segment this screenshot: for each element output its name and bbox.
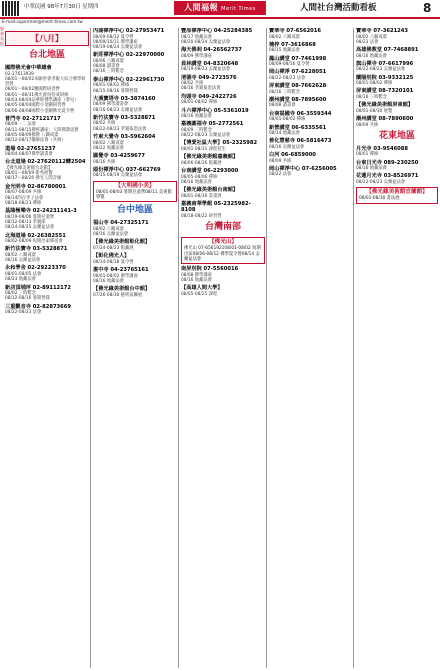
listing-name: 北海道場 02-26382551 — [5, 232, 66, 239]
masthead — [0, 0, 440, 19]
listing-line: 02-27613939 — [5, 71, 34, 77]
listing-entry — [93, 153, 177, 165]
listing-line: 08/12-08/16 暑期營隊 — [5, 296, 50, 302]
listing-line: 08/15-08/16 暑期營隊 — [93, 88, 138, 94]
listing-line: 08/18-08/22 研習營 — [181, 213, 222, 219]
listing-line: 08/01-08/31 課程招生 — [181, 146, 226, 152]
listing-line: 08/14四百孝子法會 — [5, 195, 44, 201]
listing-line: 08/01-08/02 佛學講座 — [93, 273, 138, 279]
listing-line: 08/05-08/06 禪修 — [181, 174, 218, 180]
listing-line: 08/09 佛學讀書會 — [93, 102, 129, 108]
listing-name: 台南講堂 06-2293000 — [181, 168, 239, 175]
listing-line: 08/14 地藏法會 — [269, 131, 300, 137]
listing-name: 內湖禪淨中心 02-27953471 — [93, 28, 165, 34]
column-divider — [353, 28, 354, 668]
listing-line: 08/06 八關戒齋 — [93, 58, 124, 64]
region-heading: 台中地區 — [116, 205, 153, 216]
listing-entry — [269, 56, 353, 68]
box-line: 08/01-08/02 短期出家 — [184, 246, 261, 257]
listing-entry — [356, 61, 438, 73]
listing-entry — [93, 28, 177, 50]
listing-name: 花蓮月光寺 03-8526971 — [356, 173, 419, 180]
listing-entry — [93, 239, 177, 251]
listing-line: 08/19-08/06 暑期兒童營 — [5, 214, 55, 220]
listing-name: 白河 06-6859000 — [269, 152, 316, 159]
box-title: 【佛光山】 — [209, 239, 237, 246]
listing-line: 08/01-08/05 法會 — [5, 271, 42, 277]
listing-name: 福山寺 04-27325171 — [93, 220, 149, 227]
column-3 — [181, 28, 265, 668]
listing-name: 楠梓 07-3616868 — [269, 41, 316, 48]
listing-name: 台北道場 02-27620112轉2504 — [5, 159, 86, 166]
region-heading: 台北地區 — [28, 50, 65, 60]
entry-list — [93, 28, 177, 179]
listing-line: 【佛光緣美術館台北館】 — [5, 165, 53, 171]
listing-line: 08/01-08/02 禪修 — [269, 117, 306, 123]
listing-line: 08/16 三時繫念 — [269, 89, 300, 95]
listing-name: 新營講堂 06-6335561 — [269, 124, 327, 131]
listing-line: 08/02 共修 — [93, 121, 116, 127]
listing-line: 08/01-08/30 展覽 — [356, 108, 393, 114]
listing-entry — [181, 94, 265, 106]
box-line: 08/01-08/30 書法展 — [359, 196, 400, 202]
listing-name: 三重觀音寺 02-82873669 — [5, 303, 71, 310]
listing-entry — [181, 266, 265, 283]
listing-entry — [93, 115, 177, 132]
box-line: 08/06-08/12 佛學夏令營 — [192, 251, 242, 257]
listing-entry — [5, 265, 89, 282]
column-2 — [93, 28, 177, 668]
listing-entry — [93, 134, 177, 151]
listing-line: 08/05-08/09佛教 八關戒齋 — [5, 132, 59, 138]
listing-name: 嘉義圓福寺 05-2772561 — [181, 121, 244, 128]
box-lines — [184, 246, 262, 262]
box-line: 08/01-08/03 暑期兒童營 — [96, 189, 146, 195]
listing-name: 【彰化佛光人】 — [93, 253, 130, 260]
listing-line: 08/23 法會 — [356, 39, 379, 45]
listing-line: 08/16 地藏法會 — [181, 114, 212, 120]
listing-entry — [356, 28, 438, 45]
listing-line: 08/08 佛學講座 — [181, 272, 212, 278]
listing-line: 08/02-08/09 短期出家修道會 — [5, 239, 63, 245]
listing-entry — [93, 52, 177, 74]
issue-date: 中華民國 98年7月30日 星期四 — [24, 4, 99, 10]
listing-entry — [269, 111, 353, 123]
listing-line: 08/22-08/23 盂蘭盆法會 — [181, 133, 231, 139]
listing-entry — [93, 220, 177, 237]
listing-line: 08/09 共修 — [356, 122, 379, 128]
listing-name: 斗六禪淨中心 05-5361019 — [181, 107, 249, 114]
listing-entry — [5, 304, 89, 316]
listing-line: 08/22-08/23 法會 — [269, 75, 306, 81]
listing-line: 08/04-08/07佛學讀書會 — [5, 152, 53, 158]
listing-line: 08/01-08/02 禪修 — [356, 81, 393, 87]
listing-name: 新竹法寶寺 03-5328871 — [5, 246, 68, 253]
listing-entry — [181, 201, 265, 219]
listing-line: 08/16 地藏法會 — [181, 179, 212, 185]
listing-entry — [5, 208, 89, 230]
listing-entry — [93, 167, 177, 179]
listing-entry — [93, 77, 177, 94]
listing-entry — [181, 75, 265, 92]
listing-name: 新竹法寶寺 03-5328871 — [93, 114, 156, 121]
event-box — [181, 237, 265, 264]
listing-entry — [5, 65, 89, 114]
listing-line: 08/02 三時繫念 — [5, 291, 36, 297]
listing-line: 08/16-08/23 盂蘭盆法會 — [93, 107, 143, 113]
listing-line: 08/02 八關戒齋 — [356, 34, 387, 40]
listing-entry — [5, 159, 89, 181]
listing-line: 08/09一二 法會 — [5, 122, 36, 128]
page-title: 人間社台灣活動看板 — [300, 3, 377, 13]
listing-name: 蘭陽別院 03-9332125 — [356, 74, 414, 81]
listing-entry — [269, 42, 353, 54]
listing-line: 08/17～08/26 佛光人間音緣 — [5, 176, 62, 182]
listing-name: 【博愛社區大學】05-2325982 — [181, 140, 258, 147]
listing-line: 08/16 孝親報恩法會 — [181, 86, 221, 92]
listing-entry — [93, 286, 177, 298]
listing-entry — [5, 184, 89, 206]
listing-name: 基隆極樂寺 02-24231141-3 — [5, 208, 77, 215]
listing-line: 08/06-08/26 館藏展 — [181, 160, 222, 166]
listing-entry — [356, 116, 438, 128]
listing-name: 寶華寺 07-3621243 — [356, 28, 409, 34]
listing-entry — [181, 154, 265, 166]
listing-line: 08/16 地藏法會 — [181, 277, 212, 283]
listing-entry — [5, 233, 89, 245]
listing-name: 【佛光緣美術館台南館】 — [181, 187, 239, 194]
listing-name: 嘉義南華學館 05-2325982-8108 — [181, 200, 251, 214]
page-number: 8 — [423, 1, 432, 15]
entry-list — [5, 65, 89, 315]
box-lines — [359, 196, 435, 201]
listing-line: 08/02 共修 — [181, 81, 204, 87]
listing-line: 08/16 盂蘭盆法會 — [93, 232, 129, 238]
listing-line: 08/15 地藏法會 — [269, 48, 300, 54]
listing-entry — [93, 253, 177, 265]
listing-line: 08/16 三時繫念 — [356, 94, 387, 100]
listing-line: 07/26-08/30 藝術家聯展 — [93, 292, 143, 298]
listing-line: 08/05-08/25 課程 — [181, 291, 218, 297]
listing-line: 08/19-08/23 盂蘭盆法會 — [181, 67, 231, 73]
listing-name: 永和學舍 02-29223370 — [5, 265, 66, 272]
listing-line: 08/06-08/08國際小金剛佛光夏令營 — [5, 108, 75, 114]
listing-name: 台南福國寺 06-3559344 — [269, 110, 332, 117]
listing-name: 普門寺 02-27121717 — [5, 115, 61, 122]
listing-line: 08/01～08/02應國際研習營 — [5, 87, 60, 93]
listing-entry — [269, 28, 353, 40]
listing-line: 08/12-08/17藥師法會（共修） — [5, 138, 66, 144]
listing-entry — [269, 152, 353, 164]
listing-line: 08/01-08/02 禪修 — [181, 100, 218, 106]
listing-line: 08/02 八關戒齋 — [93, 140, 124, 146]
listing-line: 08/08 讀書會 — [269, 103, 296, 109]
logo-english: Merit Times — [221, 6, 256, 12]
listing-line: 08/09 佛學講座 — [181, 53, 212, 59]
listing-entry — [93, 267, 177, 284]
listing-line: 08/01 禪修 — [356, 152, 379, 158]
listing-line: 08/07-08/09 共修 — [5, 190, 42, 196]
listing-entry — [356, 160, 438, 172]
listing-name: 新莊禪淨中心 02-22970000 — [93, 52, 165, 59]
listing-line: 08/22-08/23 盂蘭盆法會 — [356, 67, 406, 73]
listing-name: 清德寺 049-2723576 — [181, 74, 237, 81]
region-heading: 花東地區 — [378, 130, 415, 141]
listing-line: 08/16 地藏法會 — [356, 166, 387, 172]
listing-entry — [93, 96, 177, 113]
listing-name: 竹東大覺寺 03-5962604 — [93, 134, 156, 141]
event-box — [356, 187, 438, 203]
entry-list — [269, 28, 353, 178]
listing-name: 泰山禪淨中心 02-22961730 — [93, 76, 165, 83]
listing-name: 新店頂埔坪 02-89112172 — [5, 284, 71, 291]
listing-name: 南屏別院 07-5560016 — [181, 266, 239, 273]
listing-name: 海天佛剎 04-26562737 — [181, 47, 242, 54]
listing-line: 08/09 共修 — [269, 158, 292, 164]
listing-name: 頭份禪淨中心 037-662769 — [93, 166, 161, 173]
qr-code-icon — [2, 1, 20, 16]
entry-list — [356, 146, 438, 185]
listing-line: 08/01～08/31佛光會員持戒研修 — [5, 92, 69, 98]
listing-line: 08/11-08/15佛經講座：人間佛教思想 — [5, 127, 79, 133]
listing-name: 【佛光緣美術館台中館】 — [93, 286, 151, 293]
listing-entry — [356, 75, 438, 87]
listing-entry — [5, 246, 89, 263]
listing-entry — [356, 47, 438, 59]
listing-entry — [269, 166, 353, 178]
listing-name: 岡山禪淨 07-6228051 — [269, 69, 327, 76]
listing-line: 08/03-08/04法華經佛學講座（會兒） — [5, 97, 79, 103]
listing-name: 旗山禪寺 07-6617996 — [356, 60, 414, 67]
box-title: 【大明國小美】 — [115, 182, 155, 189]
listing-name: 寶華寺 07-6562016 — [269, 28, 322, 34]
listing-name: 潮州講堂 08-7890600 — [356, 116, 414, 123]
listing-line: 08/15-08/19 盂蘭盆法會 — [93, 173, 143, 179]
listing-line: 08/22-08/23 孝親報恩法會 — [93, 126, 147, 132]
listing-entry — [181, 28, 265, 45]
listing-entry — [181, 121, 265, 138]
column-divider — [178, 28, 179, 668]
listing-entry — [269, 138, 353, 150]
listing-name: 台東日光寺 089-230250 — [356, 159, 419, 166]
listing-line: 08/09/10/11 佛學講座 — [93, 39, 138, 45]
listing-entry — [356, 173, 438, 185]
listing-entry — [181, 168, 265, 185]
listing-line: 07/24-08/23 館藏展 — [93, 245, 134, 251]
box-title: 【佛光緣美術館宜蘭館】 — [366, 189, 428, 196]
listing-line: 08/19-08/24 盂蘭盆法會 — [93, 45, 143, 51]
listing-line: 08/16 共修 — [93, 159, 116, 165]
listing-line: 08/09-08/12 夏令營 — [93, 34, 134, 40]
listing-name: 屏東講堂 08-7320101 — [356, 88, 414, 95]
listing-name: 惠中寺 04-23765161 — [93, 267, 149, 274]
listing-entry — [181, 140, 265, 152]
column-4 — [269, 28, 353, 668]
listing-name: 屏東講堂 08-7662628 — [269, 83, 327, 90]
listing-line: 08/23 地藏法會 — [5, 277, 36, 283]
listing-name: 月光寺 03-9546088 — [356, 145, 409, 152]
entry-list — [181, 266, 265, 297]
listing-name: 【佛光緣美術館嘉義館】 — [181, 154, 239, 161]
listing-name: 【佛光緣美術館彰化館】 — [93, 239, 151, 246]
listing-name: 金光明寺 02-86780001 — [5, 183, 66, 190]
listing-name: 岡山禪淨中心 07-6256005 — [269, 165, 337, 172]
listing-line: 08/18-08/23 禪修 — [5, 200, 42, 206]
listing-line: 08/22 法會 — [269, 172, 292, 178]
box-line: 佛光山 07-6561921 — [184, 246, 225, 252]
listing-line: 08/17 地藏法會 — [181, 34, 212, 40]
listing-line: 08/12-08/13 孝親節 — [5, 219, 46, 225]
listing-name: 【高雄人間大學】 — [181, 285, 223, 292]
listing-name: 道場 02-27651237 — [5, 145, 56, 152]
listing-line: 08/05-08/04國際小金剛研習營 — [5, 103, 66, 109]
listing-line: 08/22 地藏法會 — [93, 145, 124, 151]
listing-name: 大溪寶塔寺 03-3874160 — [93, 95, 156, 102]
listing-name: 潮州講堂 08-7895600 — [269, 96, 327, 103]
listing-line: 08/01-08/30 書畫展 — [181, 193, 222, 199]
listing-line: 08/14-08/18 夏令營 — [93, 259, 134, 265]
listing-entry — [181, 108, 265, 120]
listing-name: 鳳山講堂 07-7461998 — [269, 55, 327, 62]
listing-line: 08/22-08/23 法會 — [5, 310, 42, 316]
listing-name: 【佛光緣美術館屏東館】 — [356, 102, 414, 109]
listing-entry — [269, 125, 353, 137]
listing-line: 08/24-08/25 盂蘭盆法會 — [5, 225, 55, 231]
listing-line: 08/16 三時繫念 — [93, 69, 124, 75]
listing-line: 08/22-08/23 盂蘭盆法會 — [356, 179, 406, 185]
listing-line: 08/02 八關戒齋 — [5, 252, 36, 258]
listing-name: 員林講堂 04-8320648 — [181, 60, 239, 67]
month-heading: 【八月】 — [5, 31, 89, 46]
listing-entry — [181, 61, 265, 73]
column-divider — [90, 28, 91, 668]
listing-line: 08/01-08/02 禪修 — [93, 83, 130, 89]
side-tag: 服務看板 — [0, 26, 4, 46]
listing-line: 08/09 三時繫念 — [181, 127, 212, 133]
listing-name: 均頭寺 049-2422726 — [181, 93, 237, 100]
listing-line: 08/01～08/02本願善會孝親大綜合佛學研習營 — [5, 76, 86, 88]
listing-line: 08/02 八關戒齋 — [93, 226, 124, 232]
listing-entry — [269, 83, 353, 95]
listing-entry — [181, 187, 265, 199]
listing-line: 08/16 盂蘭盆法會 — [5, 258, 41, 264]
column-5 — [356, 28, 438, 668]
listing-line: 08/02 八關戒齋 — [269, 34, 300, 40]
box-lines — [96, 190, 174, 201]
listing-entry — [5, 116, 89, 144]
listing-line: 08/20-08/24 盂蘭盆法會 — [181, 39, 231, 45]
listing-line: 08/16 地藏法會 — [356, 53, 387, 59]
logo-text: 人間福報 — [184, 3, 219, 12]
column-divider — [266, 28, 267, 668]
listing-line: 08/16 地藏法會 — [93, 278, 124, 284]
column-1 — [5, 28, 89, 668]
region-heading: 台灣南部 — [204, 222, 241, 233]
listing-line: 08/09-08/16 夏令營 — [269, 62, 310, 68]
box-line: 08/14 盂蘭盆法會 — [184, 251, 260, 262]
entry-list — [93, 220, 177, 298]
entry-list — [356, 28, 438, 128]
listing-entry — [181, 285, 265, 297]
listing-entry — [269, 97, 353, 109]
contact-email: E-mail:superman@merit-times.com.tw — [2, 19, 83, 24]
logo — [174, 1, 266, 15]
listing-line: 08/01～08/09 新秀展覽 — [5, 171, 53, 177]
listing-name: 國際佛光會中華總會 — [5, 65, 52, 71]
listing-name: 高雄佛教堂 07-7468891 — [356, 47, 419, 54]
box-line: 08/11 美術館導覽 — [96, 189, 172, 201]
listing-entry — [5, 146, 89, 158]
listing-entry — [5, 285, 89, 302]
listing-line: 08/08 讀書會 — [93, 64, 120, 70]
listing-name: 圓覺寺 03-4259677 — [93, 153, 146, 160]
listing-entry — [356, 146, 438, 158]
listing-entry — [269, 69, 353, 81]
listing-entry — [181, 47, 265, 59]
listing-name: 善化慧慈寺 06-5816473 — [269, 138, 332, 145]
entry-list — [181, 28, 265, 219]
listing-name: 豐原禪淨中心 04-25284385 — [181, 28, 253, 34]
listing-entry — [356, 88, 438, 100]
listing-entry — [356, 102, 438, 114]
event-box — [93, 181, 177, 203]
listing-line: 08/16 盂蘭盆法會 — [269, 144, 305, 150]
